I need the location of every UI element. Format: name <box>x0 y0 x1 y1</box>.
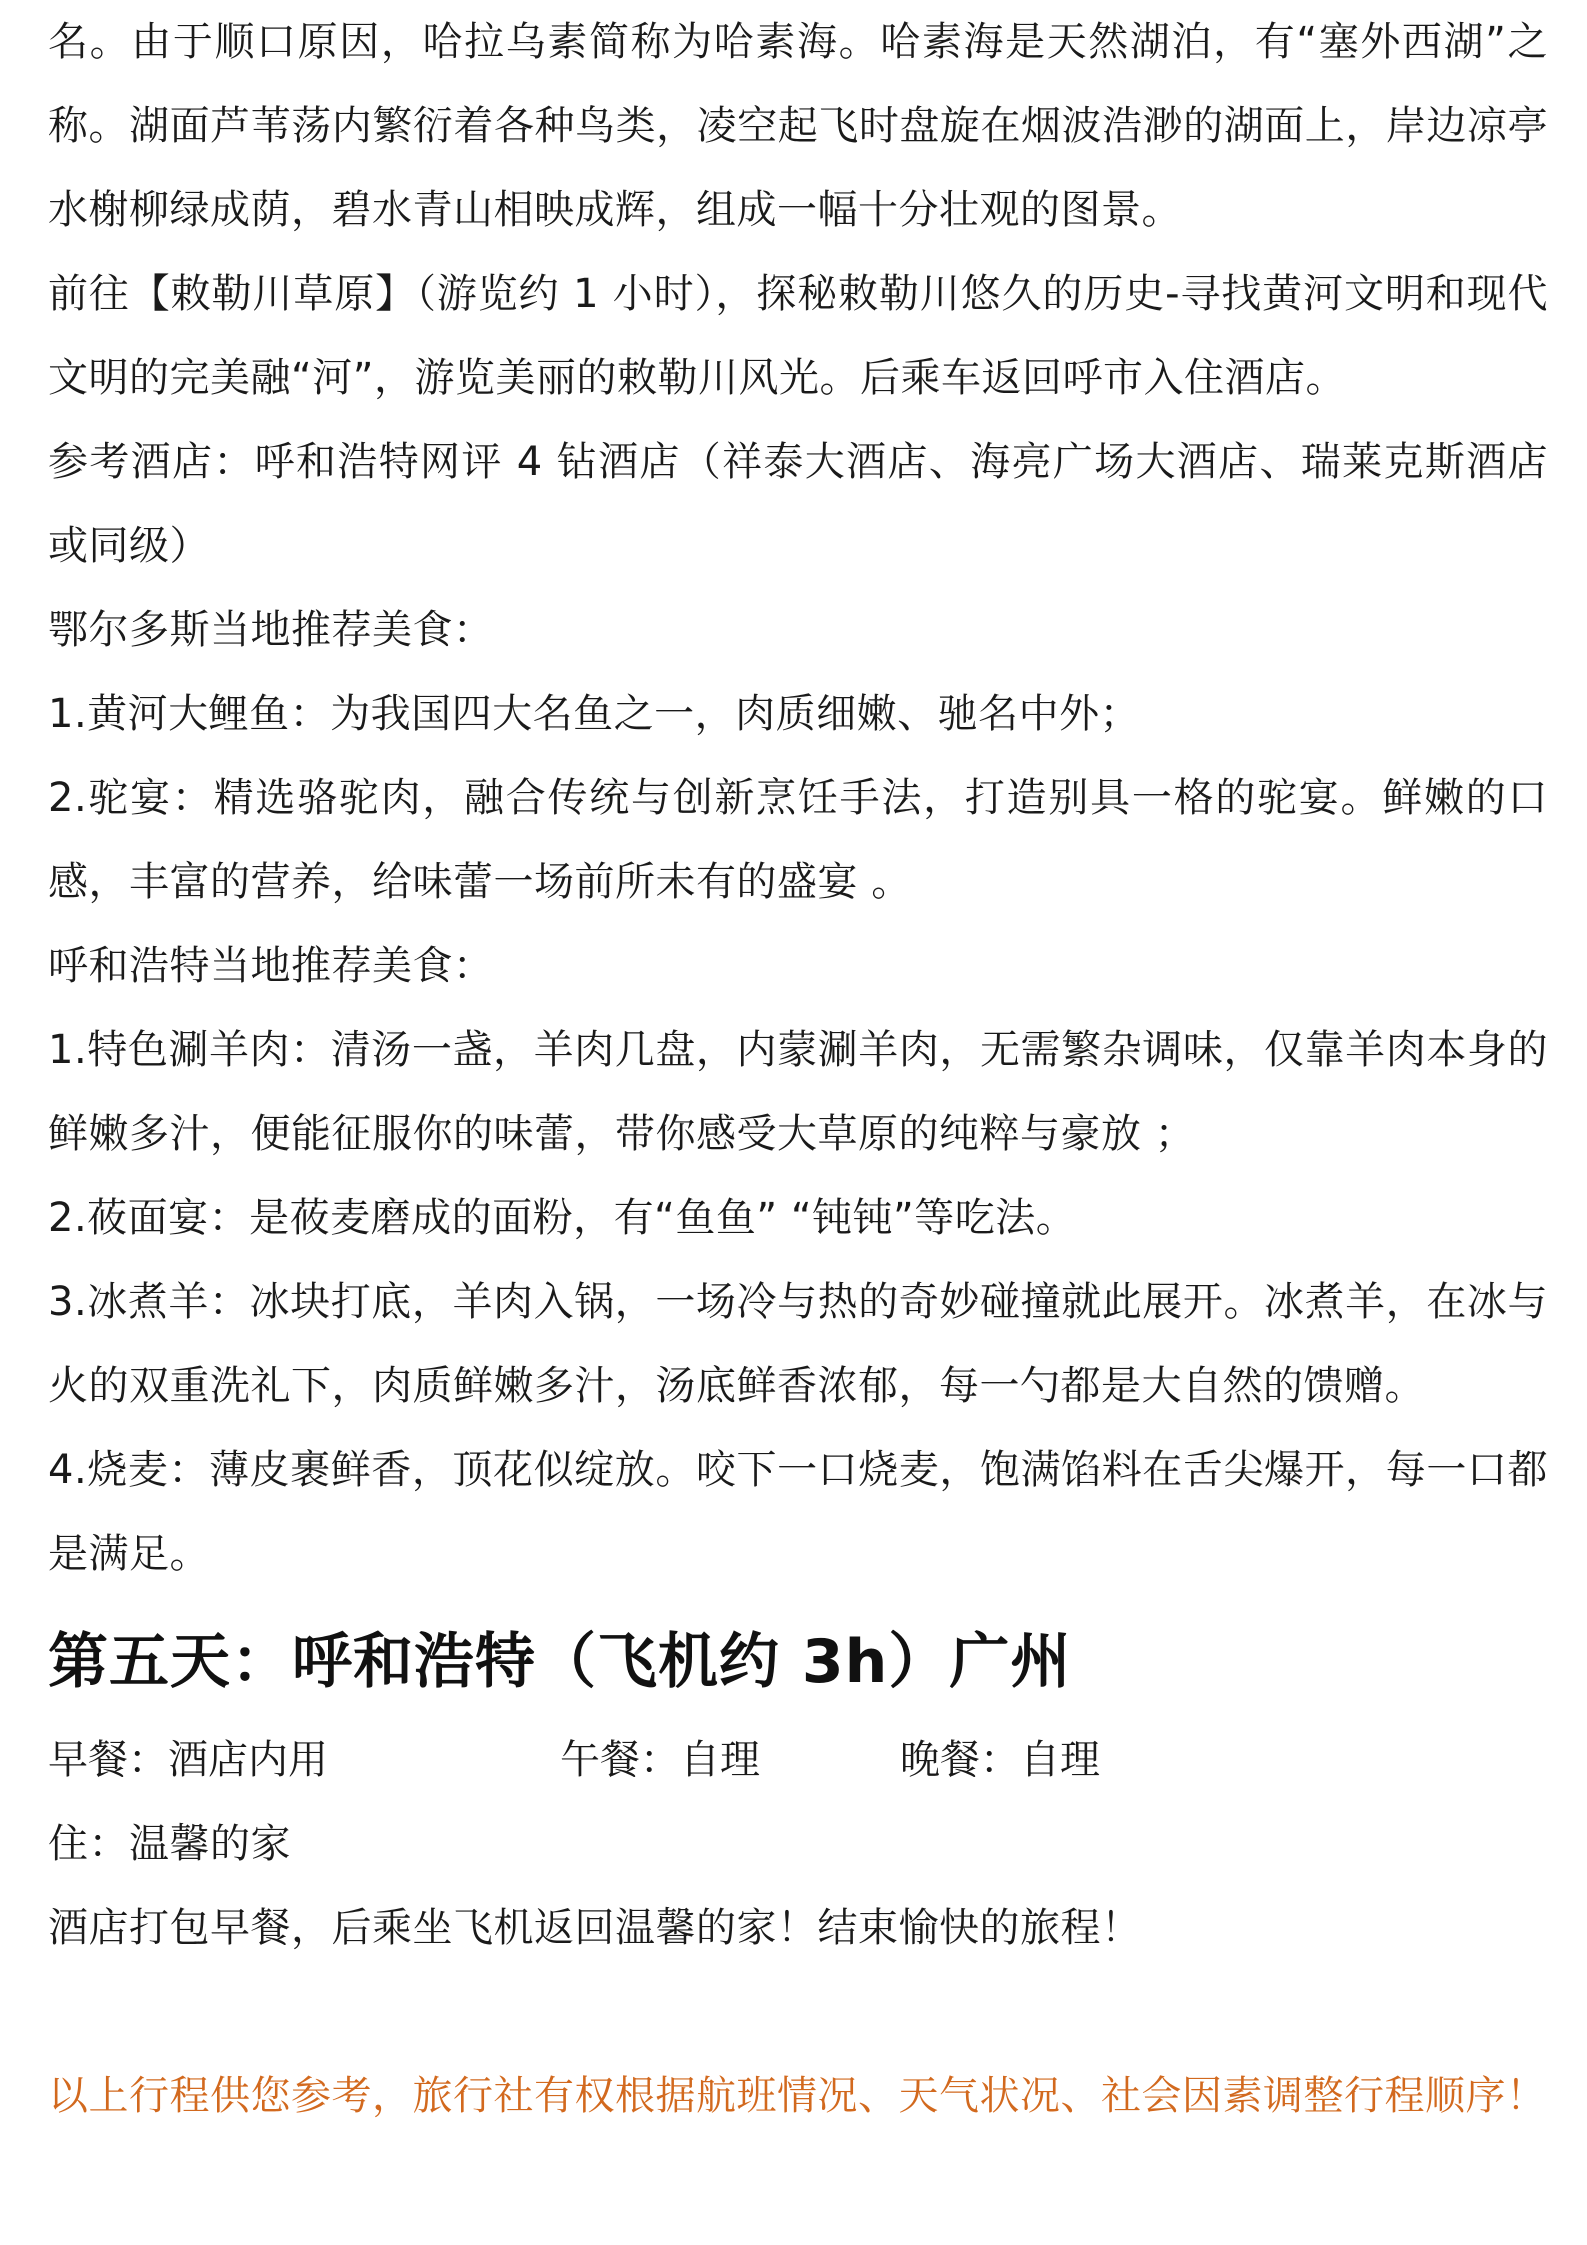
day5-heading: 第五天：呼和浩特（飞机约 3h）广州 <box>48 1627 1072 1697</box>
day5-description: 酒店打包早餐，后乘坐飞机返回温馨的家！结束愉快的旅程！ <box>48 1905 1142 1951</box>
intro-paragraph: 名。由于顺口原因，哈拉乌素简称为哈素海。哈素海是天然湖泊，有“塞外西湖”之称。湖面芦苇荡内繁衍着各种鸟类，凌空起飞时盘旋在烟波浩渺的湖面上，岸边凉亭水榭柳绿成荫，碧水青山相映成辉，组成一幅十分壮观的图景。 <box>48 19 1548 233</box>
hohhot-food-title: 呼和浩特当地推荐美食： <box>48 943 494 989</box>
hotel-paragraph: 参考酒店：呼和浩特网评 4 钻酒店（祥泰大酒店、海亮广场大酒店、瑞莱克斯酒店或同级） <box>48 439 1548 569</box>
grassland-paragraph: 前往【敕勒川草原】（游览约 1 小时），探秘敕勒川悠久的历史-寻找黄河文明和现代文明的完美融“河”，游览美丽的敕勒川风光。后乘车返回呼市入住酒店。 <box>48 271 1548 401</box>
day5-stay: 住：温馨的家 <box>48 1821 291 1867</box>
ordos-food-title: 鄂尔多斯当地推荐美食： <box>48 607 494 653</box>
hohhot-food-item: 1.特色涮羊肉：清汤一盏，羊肉几盘，内蒙涮羊肉，无需繁杂调味，仅靠羊肉本身的鲜嫩多汁，便能征服你的味蕾，带你感受大草原的纯粹与豪放 ； <box>48 1027 1548 1157</box>
dinner-info: 晚餐：自理 <box>900 1737 1100 1783</box>
itinerary-page <box>48 0 1548 2138</box>
itinerary-notice: 以上行程供您参考，旅行社有权根据航班情况、天气状况、社会因素调整行程顺序！ <box>48 2073 1547 2119</box>
day5-meals <box>48 1718 1548 1802</box>
ordos-food-item: 2.驼宴：精选骆驼肉，融合传统与创新烹饪手法，打造别具一格的驼宴。鲜嫩的口感，丰富的营养，给味蕾一场前所未有的盛宴 。 <box>48 775 1548 905</box>
ordos-food-item: 1.黄河大鲤鱼：为我国四大名鱼之一，肉质细嫩、驰名中外； <box>48 691 1141 737</box>
lunch-info: 午餐：自理 <box>560 1737 760 1783</box>
hohhot-food-item: 2.莜面宴：是莜麦磨成的面粉，有“鱼鱼” “钝钝”等吃法。 <box>48 1195 1077 1241</box>
breakfast-info: 早餐：酒店内用 <box>48 1737 328 1783</box>
hohhot-food-item: 3.冰煮羊：冰块打底，羊肉入锅，一场冷与热的奇妙碰撞就此展开。冰煮羊，在冰与火的双重洗礼下，肉质鲜嫩多汁，汤底鲜香浓郁，每一勺都是大自然的馈赠。 <box>48 1279 1548 1409</box>
hohhot-food-item: 4.烧麦：薄皮裹鲜香，顶花似绽放。咬下一口烧麦，饱满馅料在舌尖爆开，每一口都是满足。 <box>48 1447 1548 1577</box>
